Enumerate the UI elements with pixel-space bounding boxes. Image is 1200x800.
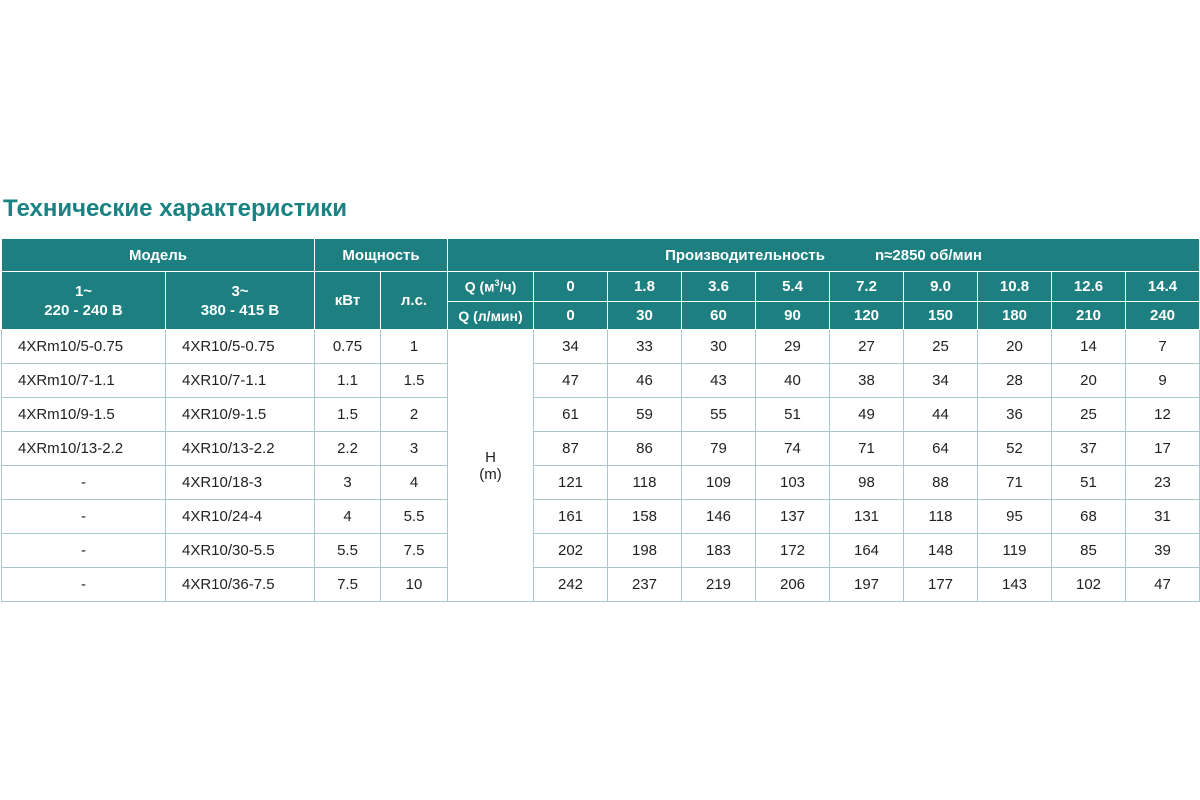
head-value: 206 bbox=[756, 568, 830, 602]
power-hp: 2 bbox=[381, 398, 448, 432]
kw-header: кВт bbox=[315, 272, 381, 330]
header-row-2 bbox=[2, 272, 1200, 302]
q-lmin-value: 150 bbox=[904, 302, 978, 330]
single-phase-model: 4XRm10/9-1.5 bbox=[2, 398, 166, 432]
power-hp: 3 bbox=[381, 432, 448, 466]
head-value: 79 bbox=[682, 432, 756, 466]
q-m3h-value: 14.4 bbox=[1126, 272, 1200, 302]
table-row bbox=[2, 466, 1200, 500]
head-value: 242 bbox=[534, 568, 608, 602]
head-value: 37 bbox=[1052, 432, 1126, 466]
head-value: 219 bbox=[682, 568, 756, 602]
head-value: 28 bbox=[978, 364, 1052, 398]
head-value: 137 bbox=[756, 500, 830, 534]
three-phase-symbol: 3~ bbox=[231, 282, 249, 300]
head-value: 9 bbox=[1126, 364, 1200, 398]
head-value: 29 bbox=[756, 330, 830, 364]
q-m3h-value: 0 bbox=[534, 272, 608, 302]
power-kw: 1.1 bbox=[315, 364, 381, 398]
three-phase-header bbox=[166, 272, 315, 330]
head-value: 88 bbox=[904, 466, 978, 500]
q-lmin-value: 120 bbox=[830, 302, 904, 330]
head-value: 61 bbox=[534, 398, 608, 432]
head-label bbox=[448, 330, 534, 602]
q-lmin-value: 60 bbox=[682, 302, 756, 330]
table-row bbox=[2, 534, 1200, 568]
head-value: 183 bbox=[682, 534, 756, 568]
power-kw: 1.5 bbox=[315, 398, 381, 432]
head-value: 47 bbox=[1126, 568, 1200, 602]
power-hp: 5.5 bbox=[381, 500, 448, 534]
head-value: 197 bbox=[830, 568, 904, 602]
three-phase-model: 4XR10/7-1.1 bbox=[166, 364, 315, 398]
head-value: 98 bbox=[830, 466, 904, 500]
hp-header: л.с. bbox=[381, 272, 448, 330]
power-header: Мощность bbox=[315, 239, 448, 272]
single-phase-header bbox=[2, 272, 166, 330]
q-m3h-label: Q $(м^3/ч)$ bbox=[448, 272, 534, 302]
head-value: 109 bbox=[682, 466, 756, 500]
performance-header bbox=[448, 239, 1200, 272]
head-unit: (m) bbox=[479, 465, 502, 483]
single-phase-model: - bbox=[2, 568, 166, 602]
head-value: 148 bbox=[904, 534, 978, 568]
q-m3h-value: 3.6 bbox=[682, 272, 756, 302]
single-phase-model: 4XRm10/5-0.75 bbox=[2, 330, 166, 364]
table-row bbox=[2, 330, 1200, 364]
head-value: 85 bbox=[1052, 534, 1126, 568]
head-value: 71 bbox=[830, 432, 904, 466]
single-phase-model: - bbox=[2, 466, 166, 500]
q-lmin-value: 240 bbox=[1126, 302, 1200, 330]
head-value: 52 bbox=[978, 432, 1052, 466]
performance-label: Производительность bbox=[665, 246, 825, 264]
q-lmin-value: 0 bbox=[534, 302, 608, 330]
head-value: 36 bbox=[978, 398, 1052, 432]
three-phase-model: 4XR10/30-5.5 bbox=[166, 534, 315, 568]
head-value: 51 bbox=[756, 398, 830, 432]
head-value: 51 bbox=[1052, 466, 1126, 500]
single-phase-symbol: 1~ bbox=[74, 282, 93, 300]
head-value: 158 bbox=[608, 500, 682, 534]
head-value: 20 bbox=[978, 330, 1052, 364]
power-hp: 7.5 bbox=[381, 534, 448, 568]
head-value: 143 bbox=[978, 568, 1052, 602]
head-value: 34 bbox=[904, 364, 978, 398]
table-row bbox=[2, 364, 1200, 398]
single-phase-model: - bbox=[2, 500, 166, 534]
head-value: 74 bbox=[756, 432, 830, 466]
head-value: 34 bbox=[534, 330, 608, 364]
table-row bbox=[2, 500, 1200, 534]
head-value: 39 bbox=[1126, 534, 1200, 568]
q-lmin-value: 210 bbox=[1052, 302, 1126, 330]
head-value: 46 bbox=[608, 364, 682, 398]
q-m3h-value: 1.8 bbox=[608, 272, 682, 302]
head-value: 146 bbox=[682, 500, 756, 534]
head-value: 172 bbox=[756, 534, 830, 568]
single-phase-model: 4XRm10/13-2.2 bbox=[2, 432, 166, 466]
q-lmin-label: Q (л/мин) bbox=[448, 302, 534, 330]
header-row-1 bbox=[2, 239, 1200, 272]
head-value: 71 bbox=[978, 466, 1052, 500]
head-value: 59 bbox=[608, 398, 682, 432]
table-body bbox=[2, 330, 1200, 602]
power-hp: 1 bbox=[381, 330, 448, 364]
single-phase-model: - bbox=[2, 534, 166, 568]
head-value: 103 bbox=[756, 466, 830, 500]
head-value: 202 bbox=[534, 534, 608, 568]
three-phase-model: 4XR10/24-4 bbox=[166, 500, 315, 534]
power-hp: 10 bbox=[381, 568, 448, 602]
head-value: 7 bbox=[1126, 330, 1200, 364]
head-value: 40 bbox=[756, 364, 830, 398]
head-symbol: H bbox=[485, 448, 496, 466]
three-phase-model: 4XR10/18-3 bbox=[166, 466, 315, 500]
head-value: 118 bbox=[608, 466, 682, 500]
single-phase-voltage: 220 - 240 В bbox=[44, 301, 123, 319]
head-value: 12 bbox=[1126, 398, 1200, 432]
page-title: Технические характеристики bbox=[3, 195, 348, 222]
head-value: 198 bbox=[608, 534, 682, 568]
head-value: 68 bbox=[1052, 500, 1126, 534]
q-m3h-value: 7.2 bbox=[830, 272, 904, 302]
head-value: 64 bbox=[904, 432, 978, 466]
table-row bbox=[2, 568, 1200, 602]
head-value: 131 bbox=[830, 500, 904, 534]
head-value: 87 bbox=[534, 432, 608, 466]
table-header bbox=[2, 239, 1200, 330]
three-phase-voltage: 380 - 415 В bbox=[200, 301, 280, 319]
head-value: 25 bbox=[1052, 398, 1126, 432]
single-phase-model: 4XRm10/7-1.1 bbox=[2, 364, 166, 398]
q-m3h-value: 10.8 bbox=[978, 272, 1052, 302]
head-value: 30 bbox=[682, 330, 756, 364]
power-kw: 2.2 bbox=[315, 432, 381, 466]
head-value: 20 bbox=[1052, 364, 1126, 398]
head-value: 47 bbox=[534, 364, 608, 398]
q-lmin-value: 180 bbox=[978, 302, 1052, 330]
head-value: 118 bbox=[904, 500, 978, 534]
power-kw: 4 bbox=[315, 500, 381, 534]
head-value: 121 bbox=[534, 466, 608, 500]
head-value: 49 bbox=[830, 398, 904, 432]
head-value: 119 bbox=[978, 534, 1052, 568]
three-phase-model: 4XR10/9-1.5 bbox=[166, 398, 315, 432]
head-value: 44 bbox=[904, 398, 978, 432]
power-kw: 3 bbox=[315, 466, 381, 500]
three-phase-model: 4XR10/36-7.5 bbox=[166, 568, 315, 602]
head-value: 95 bbox=[978, 500, 1052, 534]
head-value: 38 bbox=[830, 364, 904, 398]
specs-table bbox=[1, 238, 1200, 602]
three-phase-model: 4XR10/5-0.75 bbox=[166, 330, 315, 364]
head-value: 86 bbox=[608, 432, 682, 466]
q-lmin-value: 30 bbox=[608, 302, 682, 330]
q-lmin-value: 90 bbox=[756, 302, 830, 330]
three-phase-model: 4XR10/13-2.2 bbox=[166, 432, 315, 466]
head-value: 23 bbox=[1126, 466, 1200, 500]
head-value: 164 bbox=[830, 534, 904, 568]
head-value: 237 bbox=[608, 568, 682, 602]
head-value: 33 bbox=[608, 330, 682, 364]
head-value: 31 bbox=[1126, 500, 1200, 534]
table-row bbox=[2, 432, 1200, 466]
q-m3h-value: 12.6 bbox=[1052, 272, 1126, 302]
model-header: Модель bbox=[2, 239, 315, 272]
speed-label: n≈2850 об/мин bbox=[874, 246, 982, 264]
table-row bbox=[2, 398, 1200, 432]
q-m3h-value: 5.4 bbox=[756, 272, 830, 302]
power-kw: 7.5 bbox=[315, 568, 381, 602]
head-value: 27 bbox=[830, 330, 904, 364]
head-value: 25 bbox=[904, 330, 978, 364]
power-hp: 1.5 bbox=[381, 364, 448, 398]
head-value: 102 bbox=[1052, 568, 1126, 602]
power-kw: 0.75 bbox=[315, 330, 381, 364]
head-value: 177 bbox=[904, 568, 978, 602]
head-value: 43 bbox=[682, 364, 756, 398]
head-value: 161 bbox=[534, 500, 608, 534]
power-hp: 4 bbox=[381, 466, 448, 500]
head-value: 17 bbox=[1126, 432, 1200, 466]
head-value: 14 bbox=[1052, 330, 1126, 364]
power-kw: 5.5 bbox=[315, 534, 381, 568]
head-value: 55 bbox=[682, 398, 756, 432]
q-m3h-value: 9.0 bbox=[904, 272, 978, 302]
